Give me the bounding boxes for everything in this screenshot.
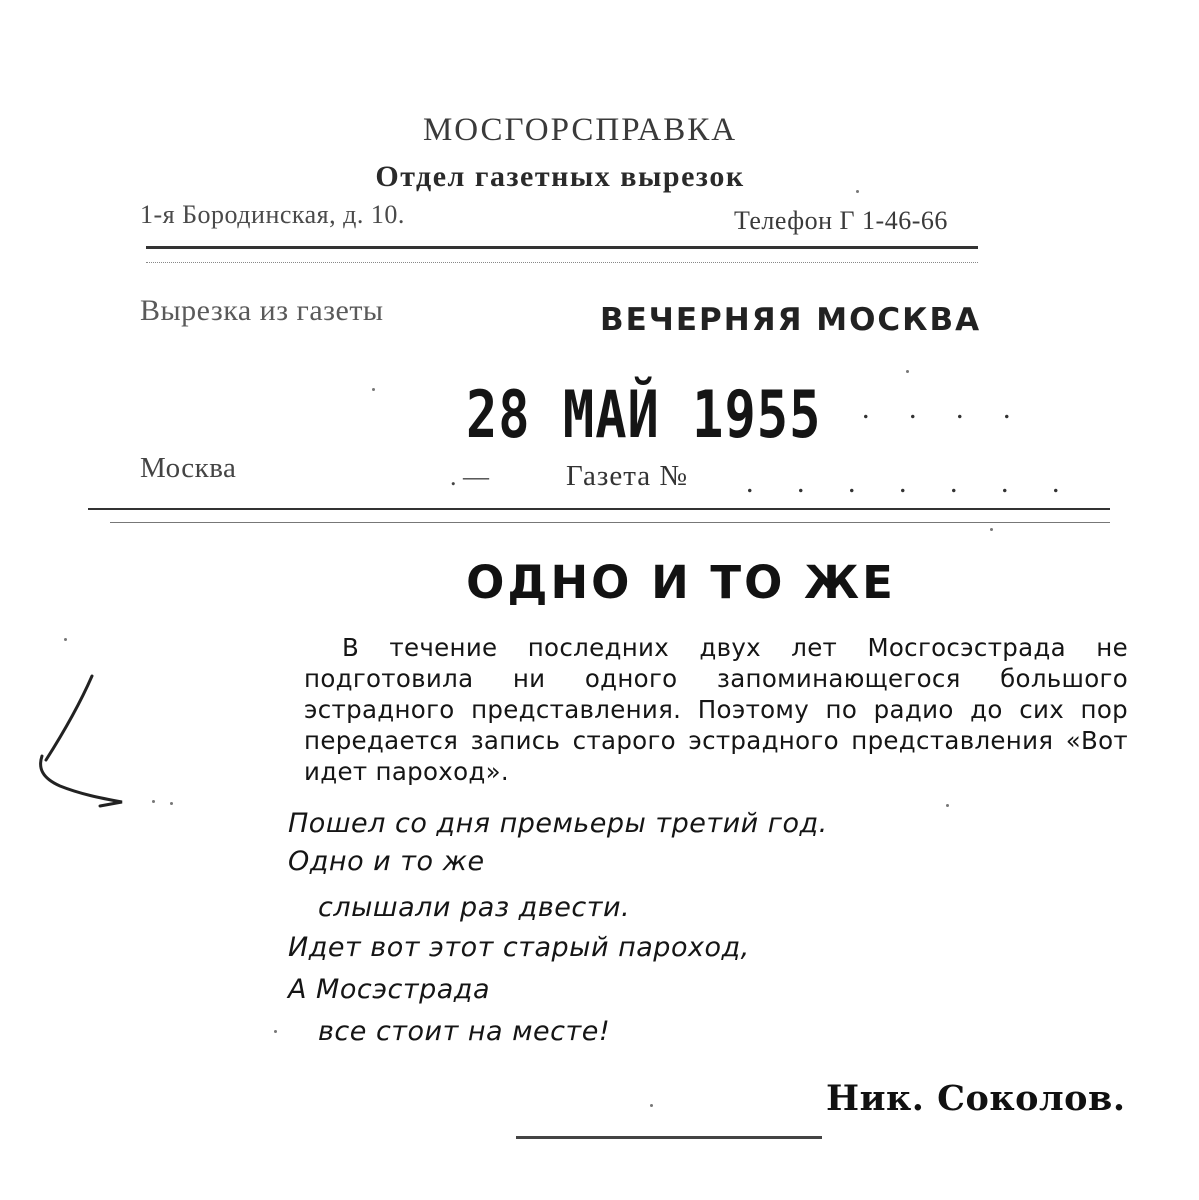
scan-speck bbox=[372, 388, 375, 391]
end-rule bbox=[516, 1136, 822, 1139]
verse-line: Пошел со дня премьеры третий год. bbox=[288, 808, 828, 839]
newspaper-name: ВЕЧЕРНЯЯ МОСКВА bbox=[600, 302, 982, 338]
scan-speck bbox=[990, 528, 993, 531]
address: 1-я Бородинская, д. 10. bbox=[140, 200, 405, 229]
scan-speck bbox=[650, 1104, 653, 1107]
clipping-label: Вырезка из газеты bbox=[140, 294, 384, 327]
city-field: Москва bbox=[140, 452, 237, 484]
scan-speck bbox=[274, 1030, 277, 1033]
header-rule-faint bbox=[146, 262, 978, 263]
scan-speck bbox=[152, 800, 155, 803]
form-bottom-rule bbox=[88, 508, 1110, 510]
department-name: Отдел газетных вырезок bbox=[375, 160, 745, 193]
stamp-dots: . . . . bbox=[862, 392, 1027, 425]
article-title: ОДНО И ТО ЖЕ bbox=[466, 556, 896, 609]
verse-line: А Мосэстрада bbox=[288, 974, 491, 1005]
scan-speck bbox=[946, 804, 949, 807]
scan-speck bbox=[906, 370, 909, 373]
organization-name: МОСГОРСПРАВКА bbox=[422, 112, 738, 148]
scan-speck bbox=[856, 190, 859, 193]
verse-line: слышали раз двести. bbox=[318, 892, 631, 923]
form-bottom-rule-faint bbox=[110, 522, 1110, 523]
scan-speck bbox=[170, 802, 173, 805]
verse-line: Идет вот этот старый пароход, bbox=[288, 932, 750, 963]
gazeta-number-dots: . . . . . . . bbox=[746, 466, 1078, 499]
dash-mark: . — bbox=[450, 462, 489, 491]
date-stamp: 28 МАЙ 1955 bbox=[466, 378, 822, 453]
gazeta-number-label: Газета № bbox=[566, 460, 689, 492]
phone-number: Телефон Г 1-46-66 bbox=[734, 206, 948, 235]
article-intro: В течение последних двух лет Мосгосэстрада не подготовила ни одного запоминающегося большого эстрадного представления. Поэтому по радио до сих пор передается запись старого эстрадного представления «Вот идет пароход». bbox=[304, 633, 1128, 786]
scan-speck bbox=[64, 638, 67, 641]
verse-line: все стоит на месте! bbox=[318, 1016, 611, 1047]
author-signature: Ник. Соколов. bbox=[826, 1078, 1126, 1119]
header-rule bbox=[146, 246, 978, 249]
verse-line: Одно и то же bbox=[288, 846, 485, 877]
handwritten-margin-mark-icon bbox=[30, 668, 140, 818]
